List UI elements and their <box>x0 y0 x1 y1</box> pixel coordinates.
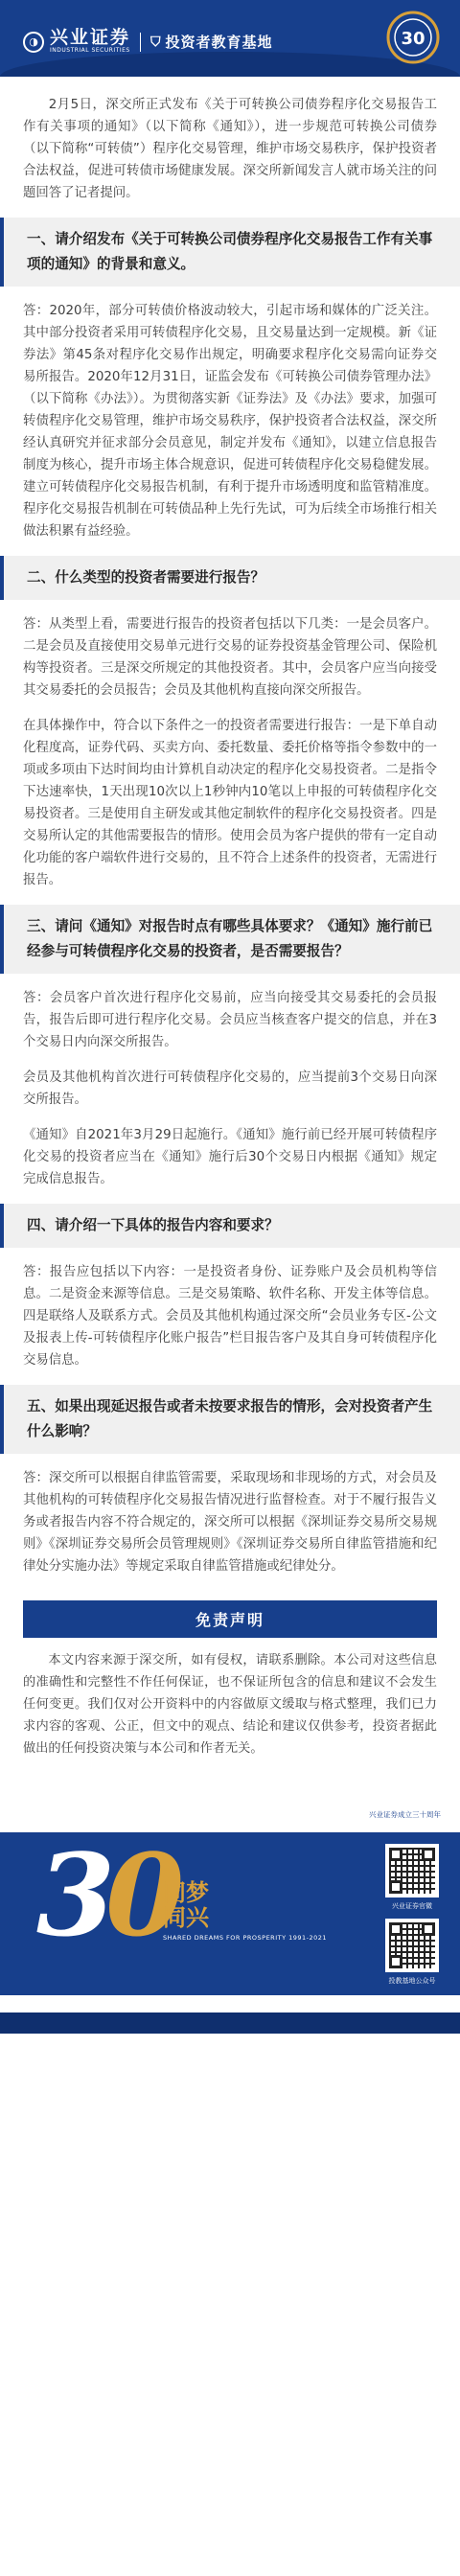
header-banner <box>0 0 460 77</box>
section-1-heading: 一、请介绍发布《关于可转换公司债券程序化交易报告工作有关事项的通知》的背景和意义。 <box>0 218 460 287</box>
qr-code-icon <box>389 1848 435 1894</box>
logo-wordmark <box>50 29 130 55</box>
footer-slogan-line2: 同兴 <box>163 1904 209 1931</box>
disclaimer-body: 本文内容来源于深交所，如有侵权，请联系删除。本公司对这些信息的准确性和完整性不作任何保证，也不保证所包含的信息和建议不会发生任何变更。我们仅对公开资料中的内容做原文缓取与格式整理，我们已力求内容的客观、公正，但文中的观点、结论和建议仅供参考，投资者据此做出的任何投资决策与本公司和作者无关。 <box>23 1653 437 1756</box>
qr-code-icon <box>389 1922 435 1968</box>
qr-label-edu: 投教基地公众号 <box>388 1977 436 1985</box>
article <box>0 77 460 1577</box>
disclaimer-title: 免责声明 <box>23 1600 437 1638</box>
footer-num-main: 3 <box>36 1828 106 1962</box>
footer-num-accent: 0 <box>105 1828 175 1962</box>
section-3-paragraph-3: 《通知》自2021年3月29日起施行。《通知》施行前已经开展可转债程序化交易的投资者应当在《通知》施行后30个交易日内根据《通知》规定完成信息报告。 <box>23 1128 437 1186</box>
intro-paragraph: 2月5日，深交所正式发布《关于可转换公司债券程序化交易报告工作有关事项的通知》（以下简称《通知》），进一步规范可转换公司债券（以下简称“可转债”）程序化交易管理，维护市场交易秩序，保护投资者合法权益，促进可转债市场健康发展。深交所新闻发言人就市场关注的问题回答了记者提问。 <box>23 98 437 200</box>
footer-30-graphic <box>36 1828 175 1962</box>
section-2-heading: 二、什么类型的投资者需要进行报告？ <box>0 556 460 600</box>
qr-label-official: 兴业证券官微 <box>392 1902 432 1910</box>
footer-slogan-en: SHARED DREAMS FOR PROSPERITY 1991-2021 <box>163 1934 328 1942</box>
base-text: 投资者教育基地 <box>165 34 273 51</box>
logo-icon: ◑ <box>23 32 44 53</box>
logo-divider <box>140 33 141 52</box>
badge-text: 30 <box>401 29 426 49</box>
section-2-paragraph-2: 在具体操作中，符合以下条件之一的投资者需要进行报告：一是下单自动化程度高，证券代码、买卖方向、委托数量、委托价格等指令参数中的一项或多项由下达时间均由计算机自动决定的程序化交易投资者。二是指令下达速率快，1天出现10次以上1秒钟内10笔以上申报的可转债程序化交易投资者。三是使用自主研发或其他定制软件的程序化交易投资者。四是交易所认定的其他需要报告的情形。使用会员为客户提供的带有一定自动化功能的客户端软件进行交易的，且不符合上述条件的投资者，无需进行报告。 <box>23 719 437 887</box>
anniversary-badge <box>381 10 445 65</box>
section-3-paragraph-1: 答：会员客户首次进行程序化交易前，应当向接受其交易委托的会员报告，报告后即可进行程序化交易。会员应当核查客户提交的信息，并在3个交易日内向深交所报告。 <box>23 991 437 1049</box>
logo-en: INDUSTRIAL SECURITIES <box>50 47 130 54</box>
qr-code-official[interactable] <box>385 1844 439 1898</box>
section-5-paragraph: 答：深交所可以根据自律监管需要，采取现场和非现场的方式，对会员及其他机构的可转债程序化交易报告情况进行监督检查。对于不履行报告义务或者报告内容不符合规定的，深交所可以根据《深圳证券交易所交易规则》《深圳证券交易所会员管理规则》《深圳证券交易所自律监管措施和纪律处分实施办法》等规定采取自律监管措施或纪律处分。 <box>23 1471 437 1574</box>
footer-bottom-band <box>0 2012 460 2034</box>
section-1-paragraph: 答：2020年，部分可转债价格波动较大，引起市场和媒体的广泛关注。其中部分投资者采用可转债程序化交易，且交易量达到一定规模。新《证券法》第45条对程序化交易作出规定，明确要求程序化交易需向证券交易所报告。2020年12月31日，证监会发布《可转换公司债券管理办法》（以下简称《办法》）。为贯彻落实新《证券法》及《办法》要求，加强可转债程序化交易管理，维护市场交易秩序，保护投资者合法权益，深交所经认真研究并征求部分会员意见，制定并发布《通知》，以建立信息报告制度为核心，提升市场主体合规意识，促进可转债程序化交易稳健发展。建立可转债程序化交易报告机制，有利于提升市场透明度和监管精准度。程序化交易报告机制在可转债品种上先行先试，可为后续全市场推行相关做法积累有益经验。 <box>23 304 437 539</box>
section-4-paragraph: 答：报告应包括以下内容：一是投资者身份、证券账户及会员机构等信息。二是资金来源等信息。三是交易策略、软件名称、开发主体等信息。四是联络人及联系方式。会员及其他机构通过深交所“会员业务专区-公文及报表上传-可转债程序化账户报告”栏目报告客户及其自身可转债程序化交易信息。 <box>23 1265 437 1368</box>
base-icon: ⛉ <box>150 34 162 50</box>
logo <box>23 29 273 55</box>
section-3-heading: 三、请问《通知》对报告时点有哪些具体要求？《通知》施行前已经参与可转债程序化交易的投资者，是否需要报告？ <box>0 905 460 974</box>
section-2-paragraph-1: 答：从类型上看，需要进行报告的投资者包括以下几类：一是会员客户。二是会员及直接使用交易单元进行交易的证券投资基金管理公司、保险机构等投资者。三是深交所规定的其他投资者。其中，会员客户应当向接受其交易委托的会员报告；会员及其他机构直接向深交所报告。 <box>23 617 437 698</box>
logo-text: 兴业证券 <box>50 27 131 48</box>
footer-slogan-line1: 同梦 <box>163 1879 209 1906</box>
education-base <box>150 32 273 52</box>
section-3-paragraph-2: 会员及其他机构首次进行可转债程序化交易的，应当提前3个交易日向深交所报告。 <box>23 1070 437 1107</box>
section-4-heading: 四、请介绍一下具体的报告内容和要求？ <box>0 1204 460 1248</box>
footer-slogan <box>163 1880 209 1930</box>
footer-anniversary: 兴业证券成立三十周年 <box>369 1810 441 1819</box>
footer-banner <box>0 1784 460 2034</box>
qr-code-edu[interactable] <box>385 1919 439 1972</box>
disclaimer <box>23 1600 437 1760</box>
section-5-heading: 五、如果出现延迟报告或者未按要求报告的情形，会对投资者产生什么影响？ <box>0 1385 460 1454</box>
